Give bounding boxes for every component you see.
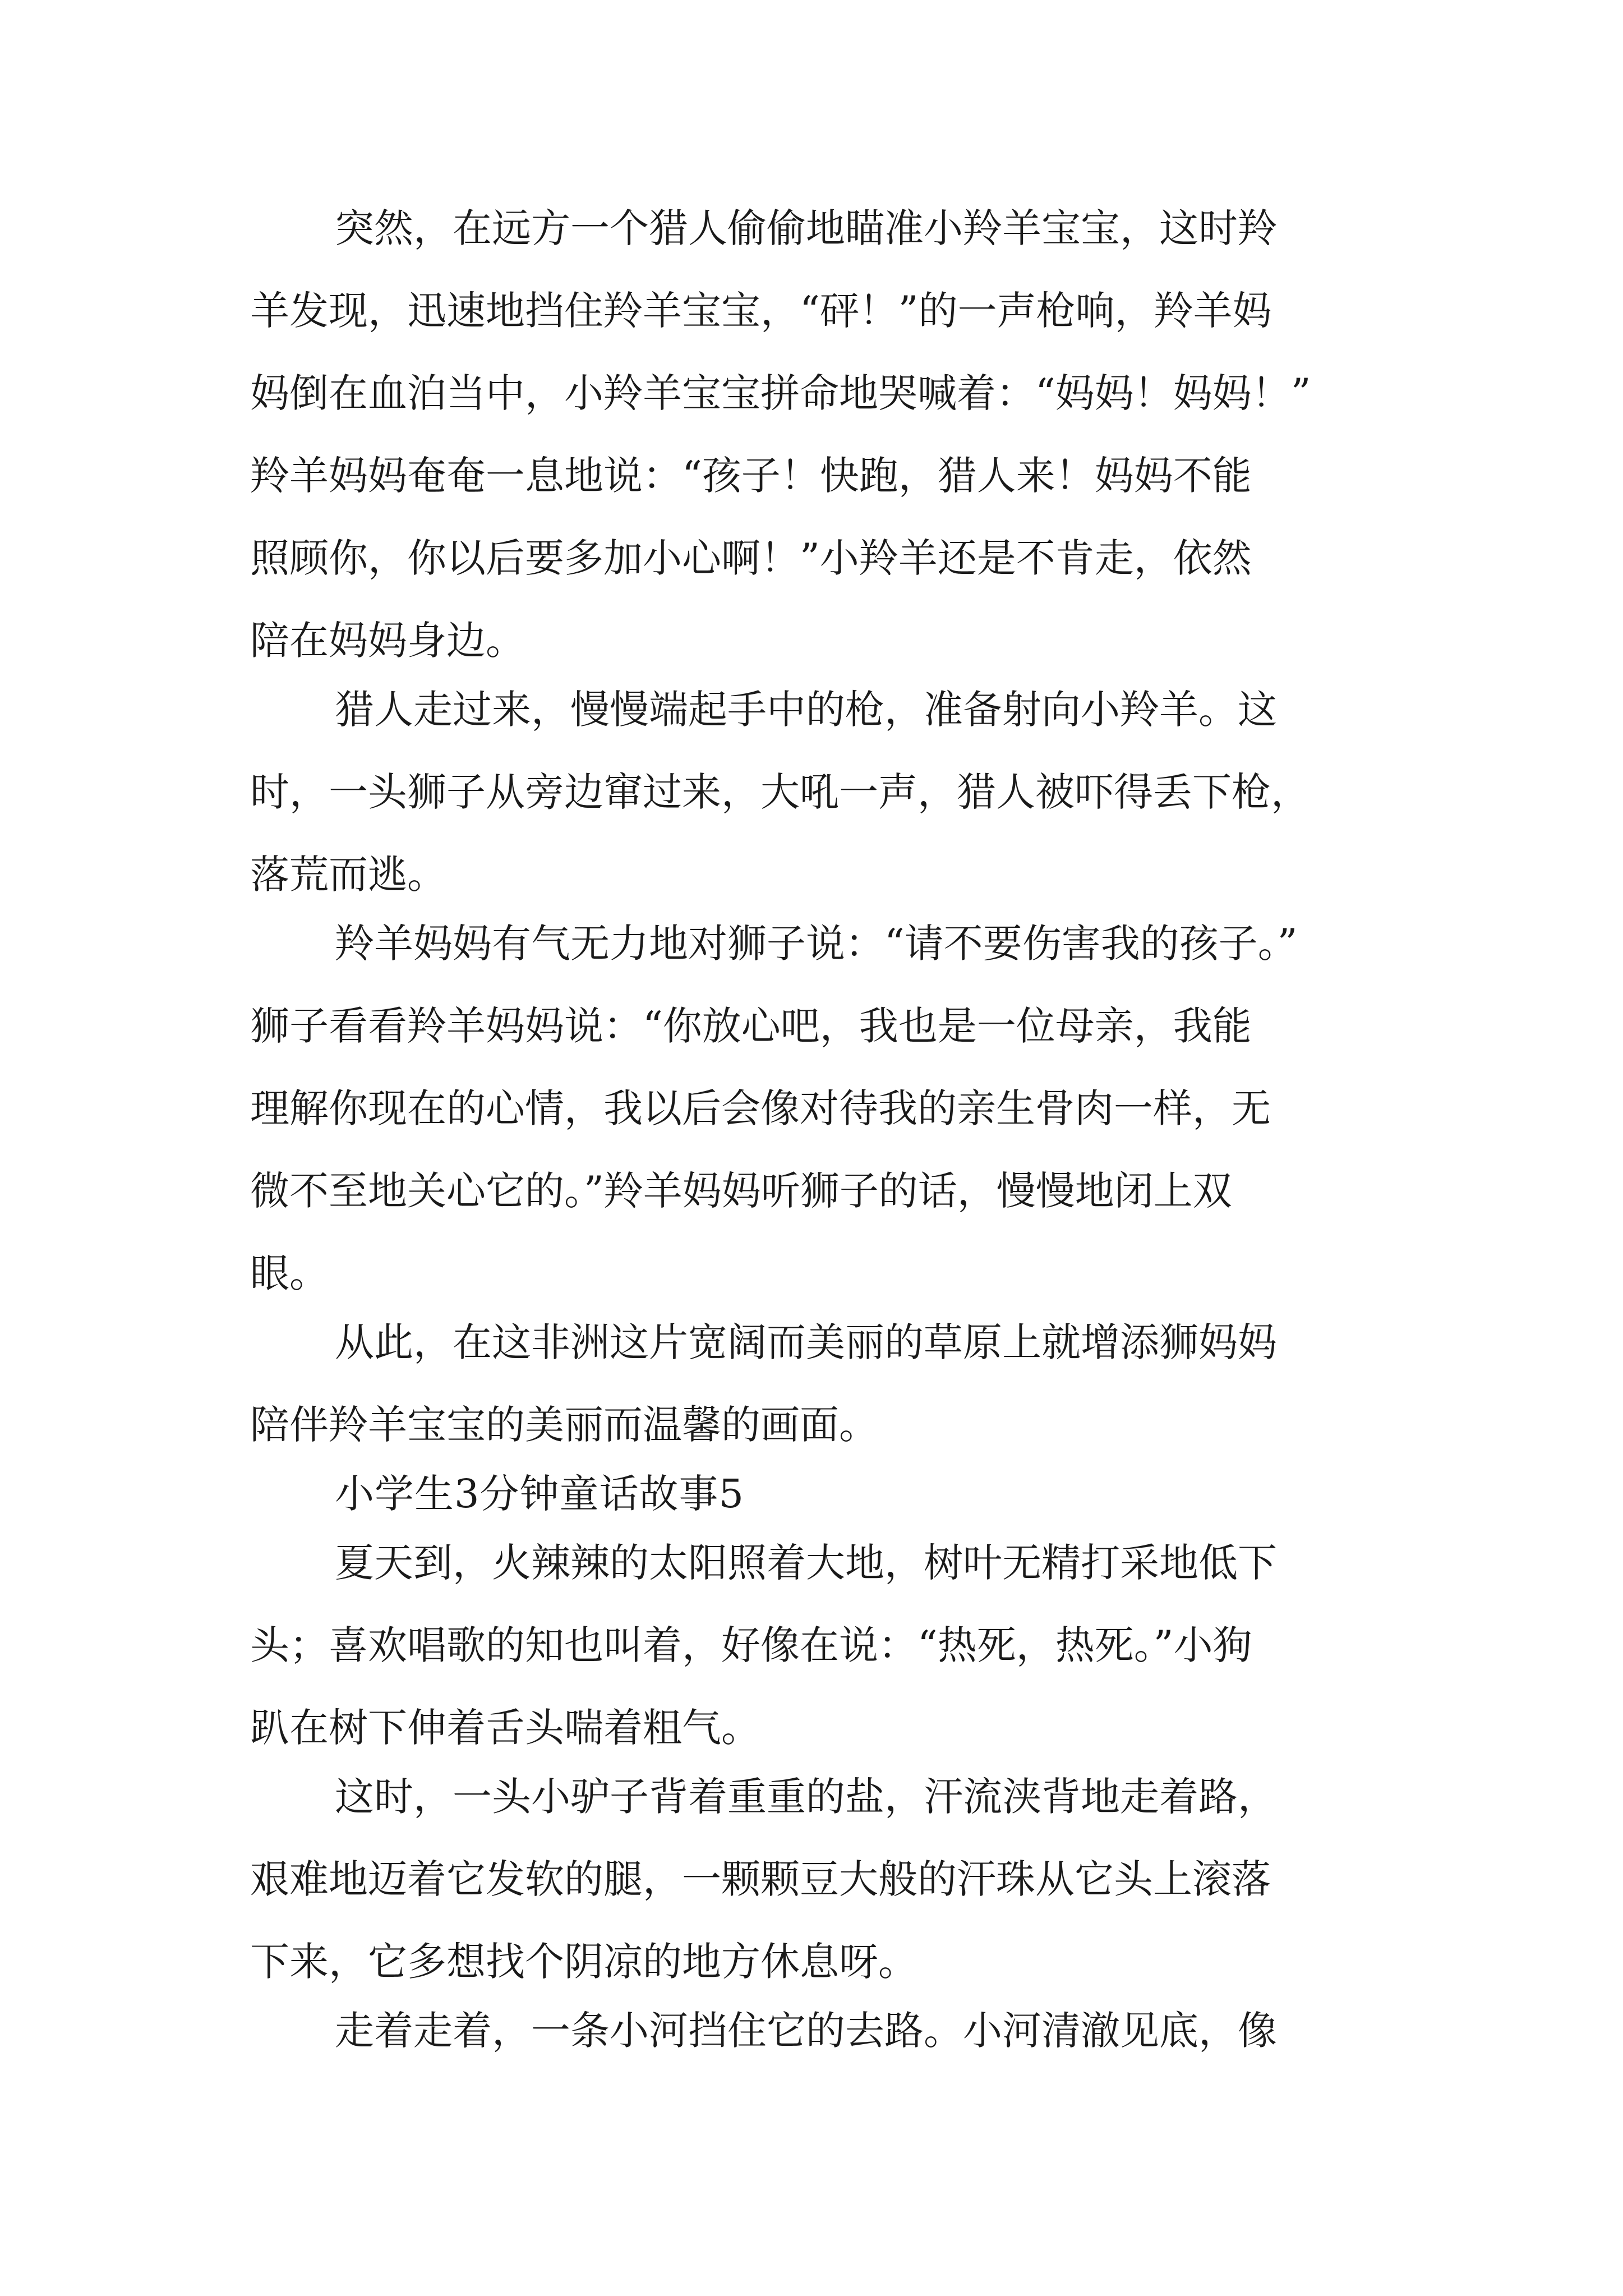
paragraph-5-line-1: 夏天到，火辣辣的太阳照着大地，树叶无精打采地低下 <box>335 1540 1277 1586</box>
paragraph-1-line-4: 羚羊妈妈奄奄一息地说：“孩子！快跑，猎人来！妈妈不能 <box>250 453 1252 499</box>
paragraph-1-line-1: 突然，在远方一个猎人偷偷地瞄准小羚羊宝宝，这时羚 <box>335 205 1277 251</box>
paragraph-1-line-3: 妈倒在血泊当中，小羚羊宝宝拼命地哭喊着：“妈妈！妈妈！” <box>250 370 1311 416</box>
paragraph-2-line-1: 猎人走过来，慢慢端起手中的枪，准备射向小羚羊。这 <box>335 687 1277 733</box>
paragraph-3-line-3: 理解你现在的心情，我以后会像对待我的亲生骨肉一样，无 <box>250 1085 1271 1131</box>
paragraph-5-line-2: 头；喜欢唱歌的知也叫着，好像在说：“热死，热死。”小狗 <box>250 1622 1252 1668</box>
paragraph-3-line-1: 羚羊妈妈有气无力地对狮子说：“请不要伤害我的孩子。” <box>335 921 1298 967</box>
section-heading: 小学生3分钟童话故事5 <box>335 1471 745 1517</box>
paragraph-4-line-2: 陪伴羚羊宝宝的美丽而温馨的画面。 <box>250 1402 878 1448</box>
paragraph-3-line-2: 狮子看看羚羊妈妈说：“你放心吧，我也是一位母亲，我能 <box>250 1003 1252 1049</box>
paragraph-6-line-2: 艰难地迈着它发软的腿，一颗颗豆大般的汗珠从它头上滚落 <box>250 1856 1271 1902</box>
paragraph-1-line-5: 照顾你，你以后要多加小心啊！”小羚羊还是不肯走，依然 <box>250 535 1252 581</box>
paragraph-4-line-1: 从此，在这非洲这片宽阔而美丽的草原上就增添狮妈妈 <box>335 1319 1277 1365</box>
paragraph-5-line-3: 趴在树下伸着舌头喘着粗气。 <box>250 1705 760 1751</box>
paragraph-3-line-4: 微不至地关心它的。”羚羊妈妈听狮子的话，慢慢地闭上双 <box>250 1168 1232 1214</box>
paragraph-6-line-3: 下来，它多想找个阴凉的地方休息呀。 <box>250 1939 917 1985</box>
paragraph-6-line-1: 这时，一头小驴子背着重重的盐，汗流浃背地走着路， <box>335 1774 1277 1820</box>
paragraph-1-line-6: 陪在妈妈身边。 <box>250 618 525 664</box>
paragraph-2-line-3: 落荒而逃。 <box>250 852 446 898</box>
paragraph-1-line-2: 羊发现，迅速地挡住羚羊宝宝，“砰！”的一声枪响，羚羊妈 <box>250 288 1272 334</box>
paragraph-7-line-1: 走着走着，一条小河挡住它的去路。小河清澈见底，像 <box>335 2008 1277 2054</box>
paragraph-2-line-2: 时，一头狮子从旁边窜过来，大吼一声，猎人被吓得丢下枪， <box>250 769 1310 815</box>
paragraph-3-line-5: 眼。 <box>250 1250 329 1296</box>
